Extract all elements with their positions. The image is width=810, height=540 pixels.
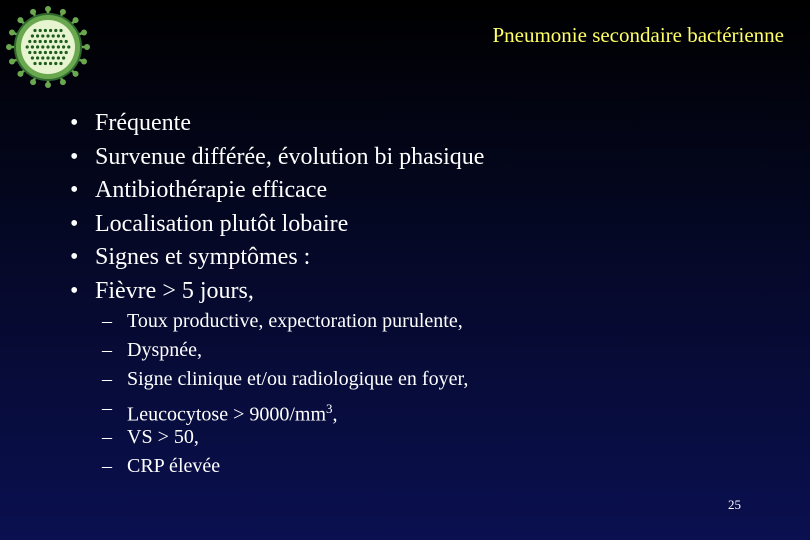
virus-icon — [4, 6, 92, 88]
dash-mark: – — [102, 368, 112, 390]
bullet-text: Fréquente — [95, 110, 191, 136]
bullet-mark: • — [70, 244, 79, 271]
sub-bullet-text: Dyspnée, — [127, 339, 202, 361]
bullet-mark: • — [70, 110, 79, 136]
slide-title: Pneumonie secondaire bactérienne — [492, 23, 784, 47]
sub-bullet-text: CRP élevée — [127, 455, 221, 477]
leucocytose-text: Leucocytose > 9000/mm — [127, 403, 327, 426]
bullet-text: Signes et symptômes : — [95, 244, 311, 271]
bullet-text: Localisation plutôt lobaire — [95, 210, 349, 237]
dash-mark: – — [102, 455, 112, 477]
bullet-mark: • — [70, 143, 79, 170]
bullet-text: Fièvre > 5 jours, — [95, 277, 254, 304]
dash-mark: – — [102, 397, 112, 419]
trailing-comma: , — [332, 403, 338, 426]
sub-bullet-text: VS > 50, — [127, 426, 199, 448]
dash-mark: – — [102, 426, 112, 448]
virus-logo — [4, 6, 92, 88]
bullet-mark: • — [70, 210, 79, 237]
dash-mark: – — [102, 310, 112, 332]
sub-bullet-text: Toux productive, expectoration purulente, — [127, 310, 463, 332]
superscript: 3 — [326, 401, 333, 416]
dash-mark: – — [102, 339, 112, 361]
bullet-text: Survenue différée, évolution bi phasique — [95, 143, 485, 170]
sub-bullet-text: Signe clinique et/ou radiologique en foyer, — [127, 368, 469, 390]
bullet-mark: • — [70, 277, 79, 304]
bullet-text: Antibiothérapie efficace — [95, 177, 328, 204]
bullet-mark: • — [70, 177, 79, 204]
page-number: 25 — [728, 497, 741, 512]
